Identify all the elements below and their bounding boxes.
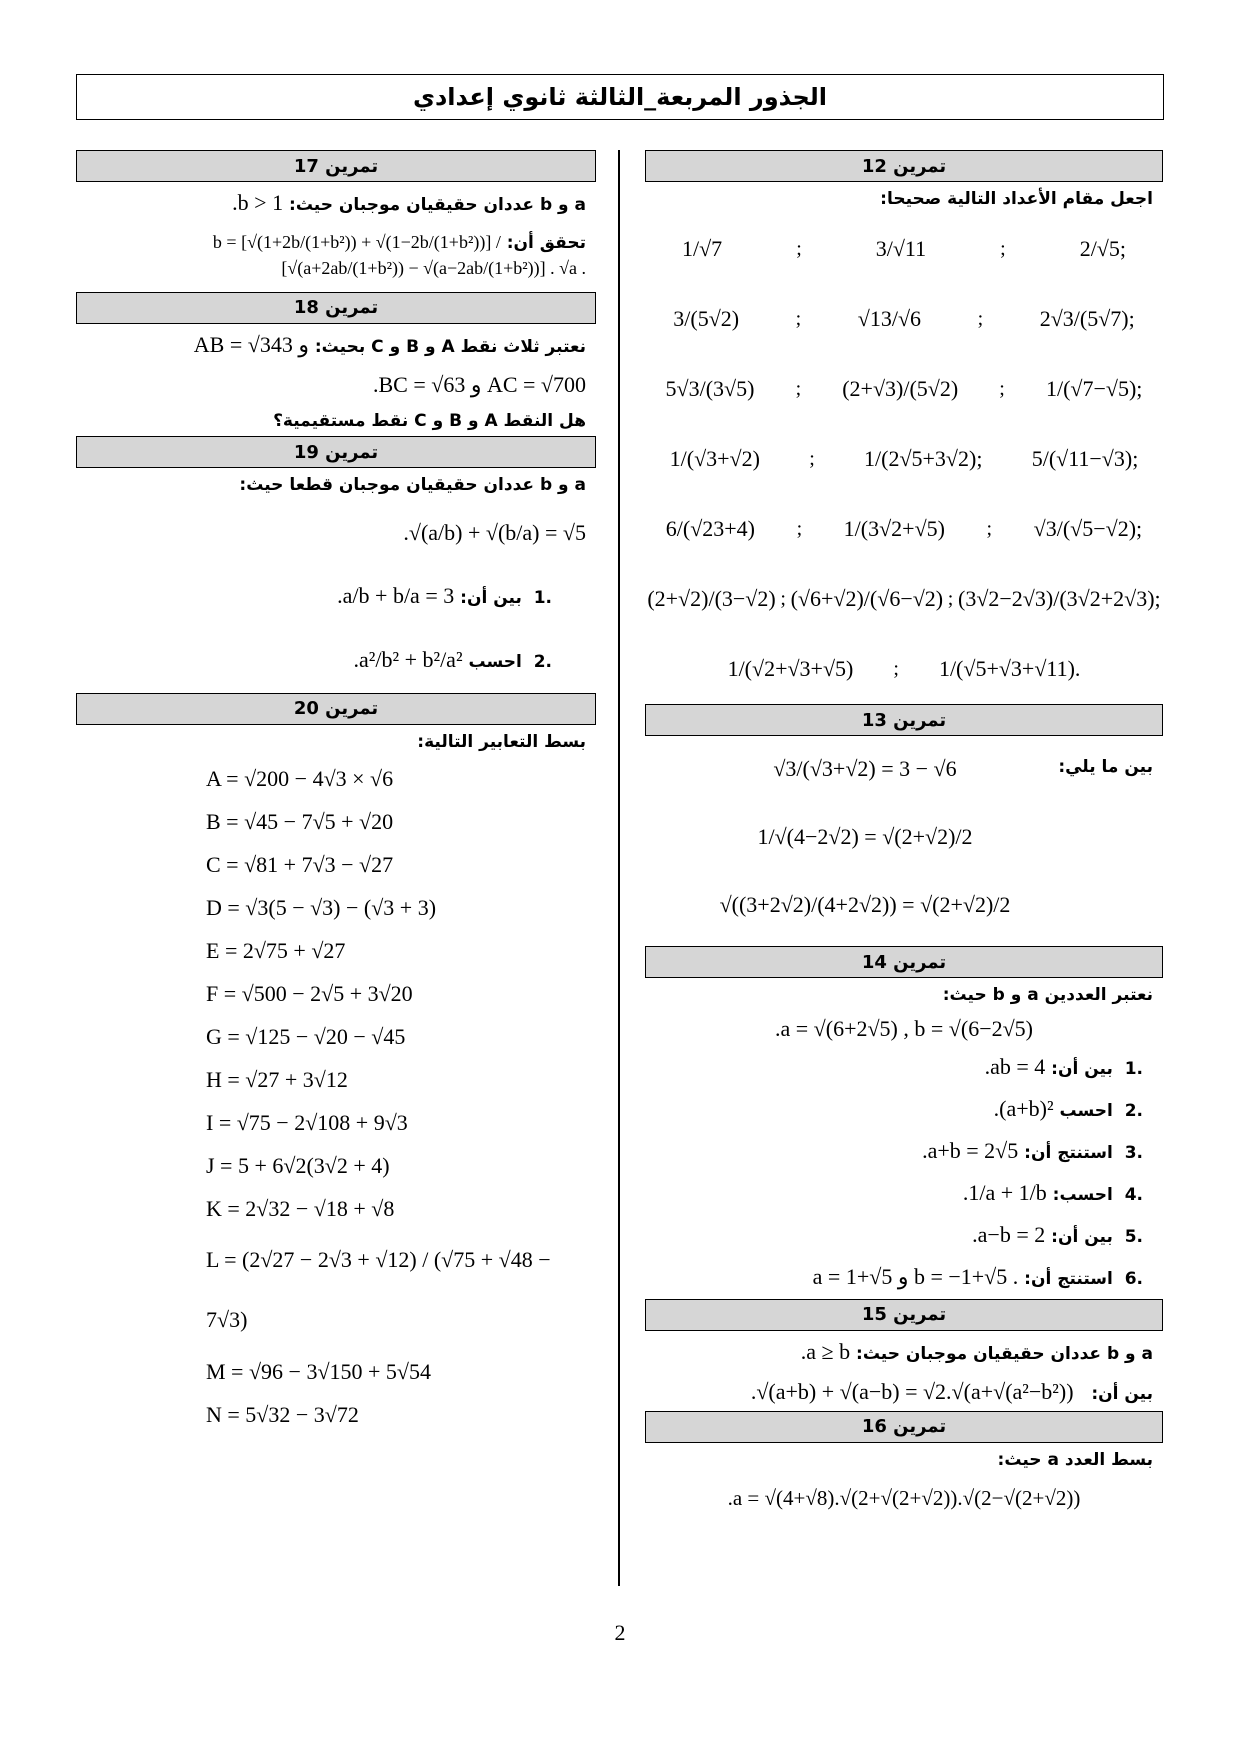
exercise-19-instruction: a و b عددان حقيقيان موجبان قطعا حيث: (239, 475, 586, 496)
expression: G = √125 − √20 − √45 (206, 1023, 406, 1049)
expression: K = 2√32 − √18 + √8 (206, 1195, 395, 1221)
exercise-15-header: تمرين 15 (645, 1299, 1163, 1331)
exercise-16-header: تمرين 16 (645, 1411, 1163, 1443)
fraction-row: 1/(√3+√2) ; 1/(2√5+3√2); 5/(√11−√3); (669, 446, 1139, 472)
exercise-16-equation: .a = √(4+√8).√(2+√(2+√2)).√(2−√(2+√2)) (727, 1486, 1081, 1511)
exercise-19-header: تمرين 19 (76, 436, 596, 468)
exercise-18-line-1: نعتبر ثلاث نقط A و B و C بحيث: AB = √343 و (193, 331, 586, 357)
equation: √((3+2√2)/(4+2√2)) = √(2+√2)/2 (719, 892, 1011, 918)
list-item: .3 استنتج أن: .a+b = 2√5 (922, 1137, 1143, 1163)
fraction-row: 3/(5√2) ; √13/√6 ; 2√3/(5√7); (673, 306, 1135, 332)
expression: J = 5 + 6√2(3√2 + 4) (206, 1152, 390, 1178)
exercise-17-instruction: a و b عددان حقيقيان موجبان حيث: .b > 1 (232, 190, 586, 215)
page-number: 2 (614, 1620, 626, 1645)
left-column (76, 150, 596, 1436)
expression: F = √500 − 2√5 + 3√20 (206, 980, 413, 1006)
exercise-14-definition: .a = √(6+2√5) , b = √(6−2√5) (775, 1015, 1033, 1041)
exercise-18-question: هل النقط A و B و C نقط مستقيمية؟ (273, 410, 586, 431)
exercise-18-header: تمرين 18 (76, 292, 596, 324)
list-item: .6 استنتج أن: a = 1+√5 و b = −1+√5 . (812, 1263, 1143, 1289)
exercise-17-equation: تحقق أن: b = [√(1+2b/(1+b²)) + √(1−2b/(1+b²))] / [√(a+2ab/(1+b²)) − √(a−2ab/(1+b²))] . √a . (212, 232, 586, 278)
exercise-13-instruction: بين ما يلي: (1058, 757, 1153, 778)
list-item: .2 احسب .a²/b² + b²/a² (353, 646, 552, 672)
fraction-row: 6/(√23+4) ; 1/(3√2+√5) ; √3/(√5−√2); (665, 516, 1143, 542)
page-title: الجذور المربعة_الثالثة ثانوي إعدادي (76, 74, 1164, 120)
exercise-20-instruction: بسط التعابير التالية: (417, 731, 586, 752)
expression: N = 5√32 − 3√72 (206, 1401, 359, 1427)
exercise-14-items (645, 1047, 1163, 1299)
expression: H = √27 + 3√12 (206, 1066, 348, 1092)
list-item: .1 بين أن: .ab = 4 (984, 1053, 1143, 1079)
equation: 1/√(4−2√2) = √(2+√2)/2 (757, 824, 973, 850)
exercise-14-header: تمرين 14 (645, 946, 1163, 978)
equation: √3/(√3+√2) = 3 − √6 (773, 756, 957, 782)
exercise-13-header: تمرين 13 (645, 704, 1163, 736)
exercise-17-header: تمرين 17 (76, 150, 596, 182)
exercise-12-fractions (645, 214, 1163, 704)
exercise-15-instruction: a و b عددان حقيقيان موجبان حيث: .a ≥ b (800, 1338, 1153, 1364)
exercise-14-instruction: نعتبر العددين a و b حيث: (942, 985, 1153, 1006)
exercise-13-body (645, 736, 1163, 946)
fraction-row: (2+√2)/(3−√2) ; (√6+√2)/(√6−√2) ; (3√2−2√3)/(3√2+2√3); (647, 586, 1161, 612)
exercise-20-header: تمرين 20 (76, 693, 596, 725)
right-column (645, 150, 1163, 1521)
exercise-12-header: تمرين 12 (645, 150, 1163, 182)
expression: I = √75 − 2√108 + 9√3 (206, 1109, 408, 1135)
expression: M = √96 − 3√150 + 5√54 (206, 1358, 432, 1384)
fraction-row: 1/√7 ; 3/√11 ; 2/√5; (682, 236, 1126, 262)
list-item: .5 بين أن: .a−b = 2 (972, 1221, 1143, 1247)
fraction-row: 1/(√2+√3+√5) ; 1/(√5+√3+√11). (727, 656, 1081, 682)
expression: C = √81 + 7√3 − √27 (206, 851, 394, 877)
exercise-18-line-2: .BC = √63 و AC = √700 (372, 371, 586, 397)
expression: E = 2√75 + √27 (206, 937, 346, 963)
list-item: .2 احسب .(a+b)² (993, 1095, 1143, 1121)
expression: L = (2√27 − 2√3 + √12) / (√75 + √48 − 7√3) (206, 1246, 551, 1332)
expression: A = √200 − 4√3 × √6 (206, 765, 394, 791)
column-divider (618, 150, 620, 1586)
exercise-12-instruction: اجعل مقام الأعداد التالية صحيحا: (880, 189, 1153, 209)
list-item: .1 بين أن: .a/b + b/a = 3 (337, 582, 552, 608)
expression: B = √45 − 7√5 + √20 (206, 808, 394, 834)
fraction-row: 5√3/(3√5) ; (2+√3)/(5√2) ; 1/(√7−√5); (665, 376, 1143, 402)
list-item: .4 احسب: .1/a + 1/b (962, 1179, 1143, 1205)
exercise-16-instruction: بسط العدد a حيث: (997, 1449, 1153, 1470)
expression: D = √3(5 − √3) − (√3 + 3) (206, 894, 437, 920)
exercise-19-equation: .√(a/b) + √(b/a) = √5 (403, 519, 586, 545)
exercise-20-expressions (76, 757, 596, 1436)
exercise-15-equation: بين أن: .√(a+b) + √(a−b) = √2.√(a+√(a²−b²)) (750, 1378, 1153, 1404)
